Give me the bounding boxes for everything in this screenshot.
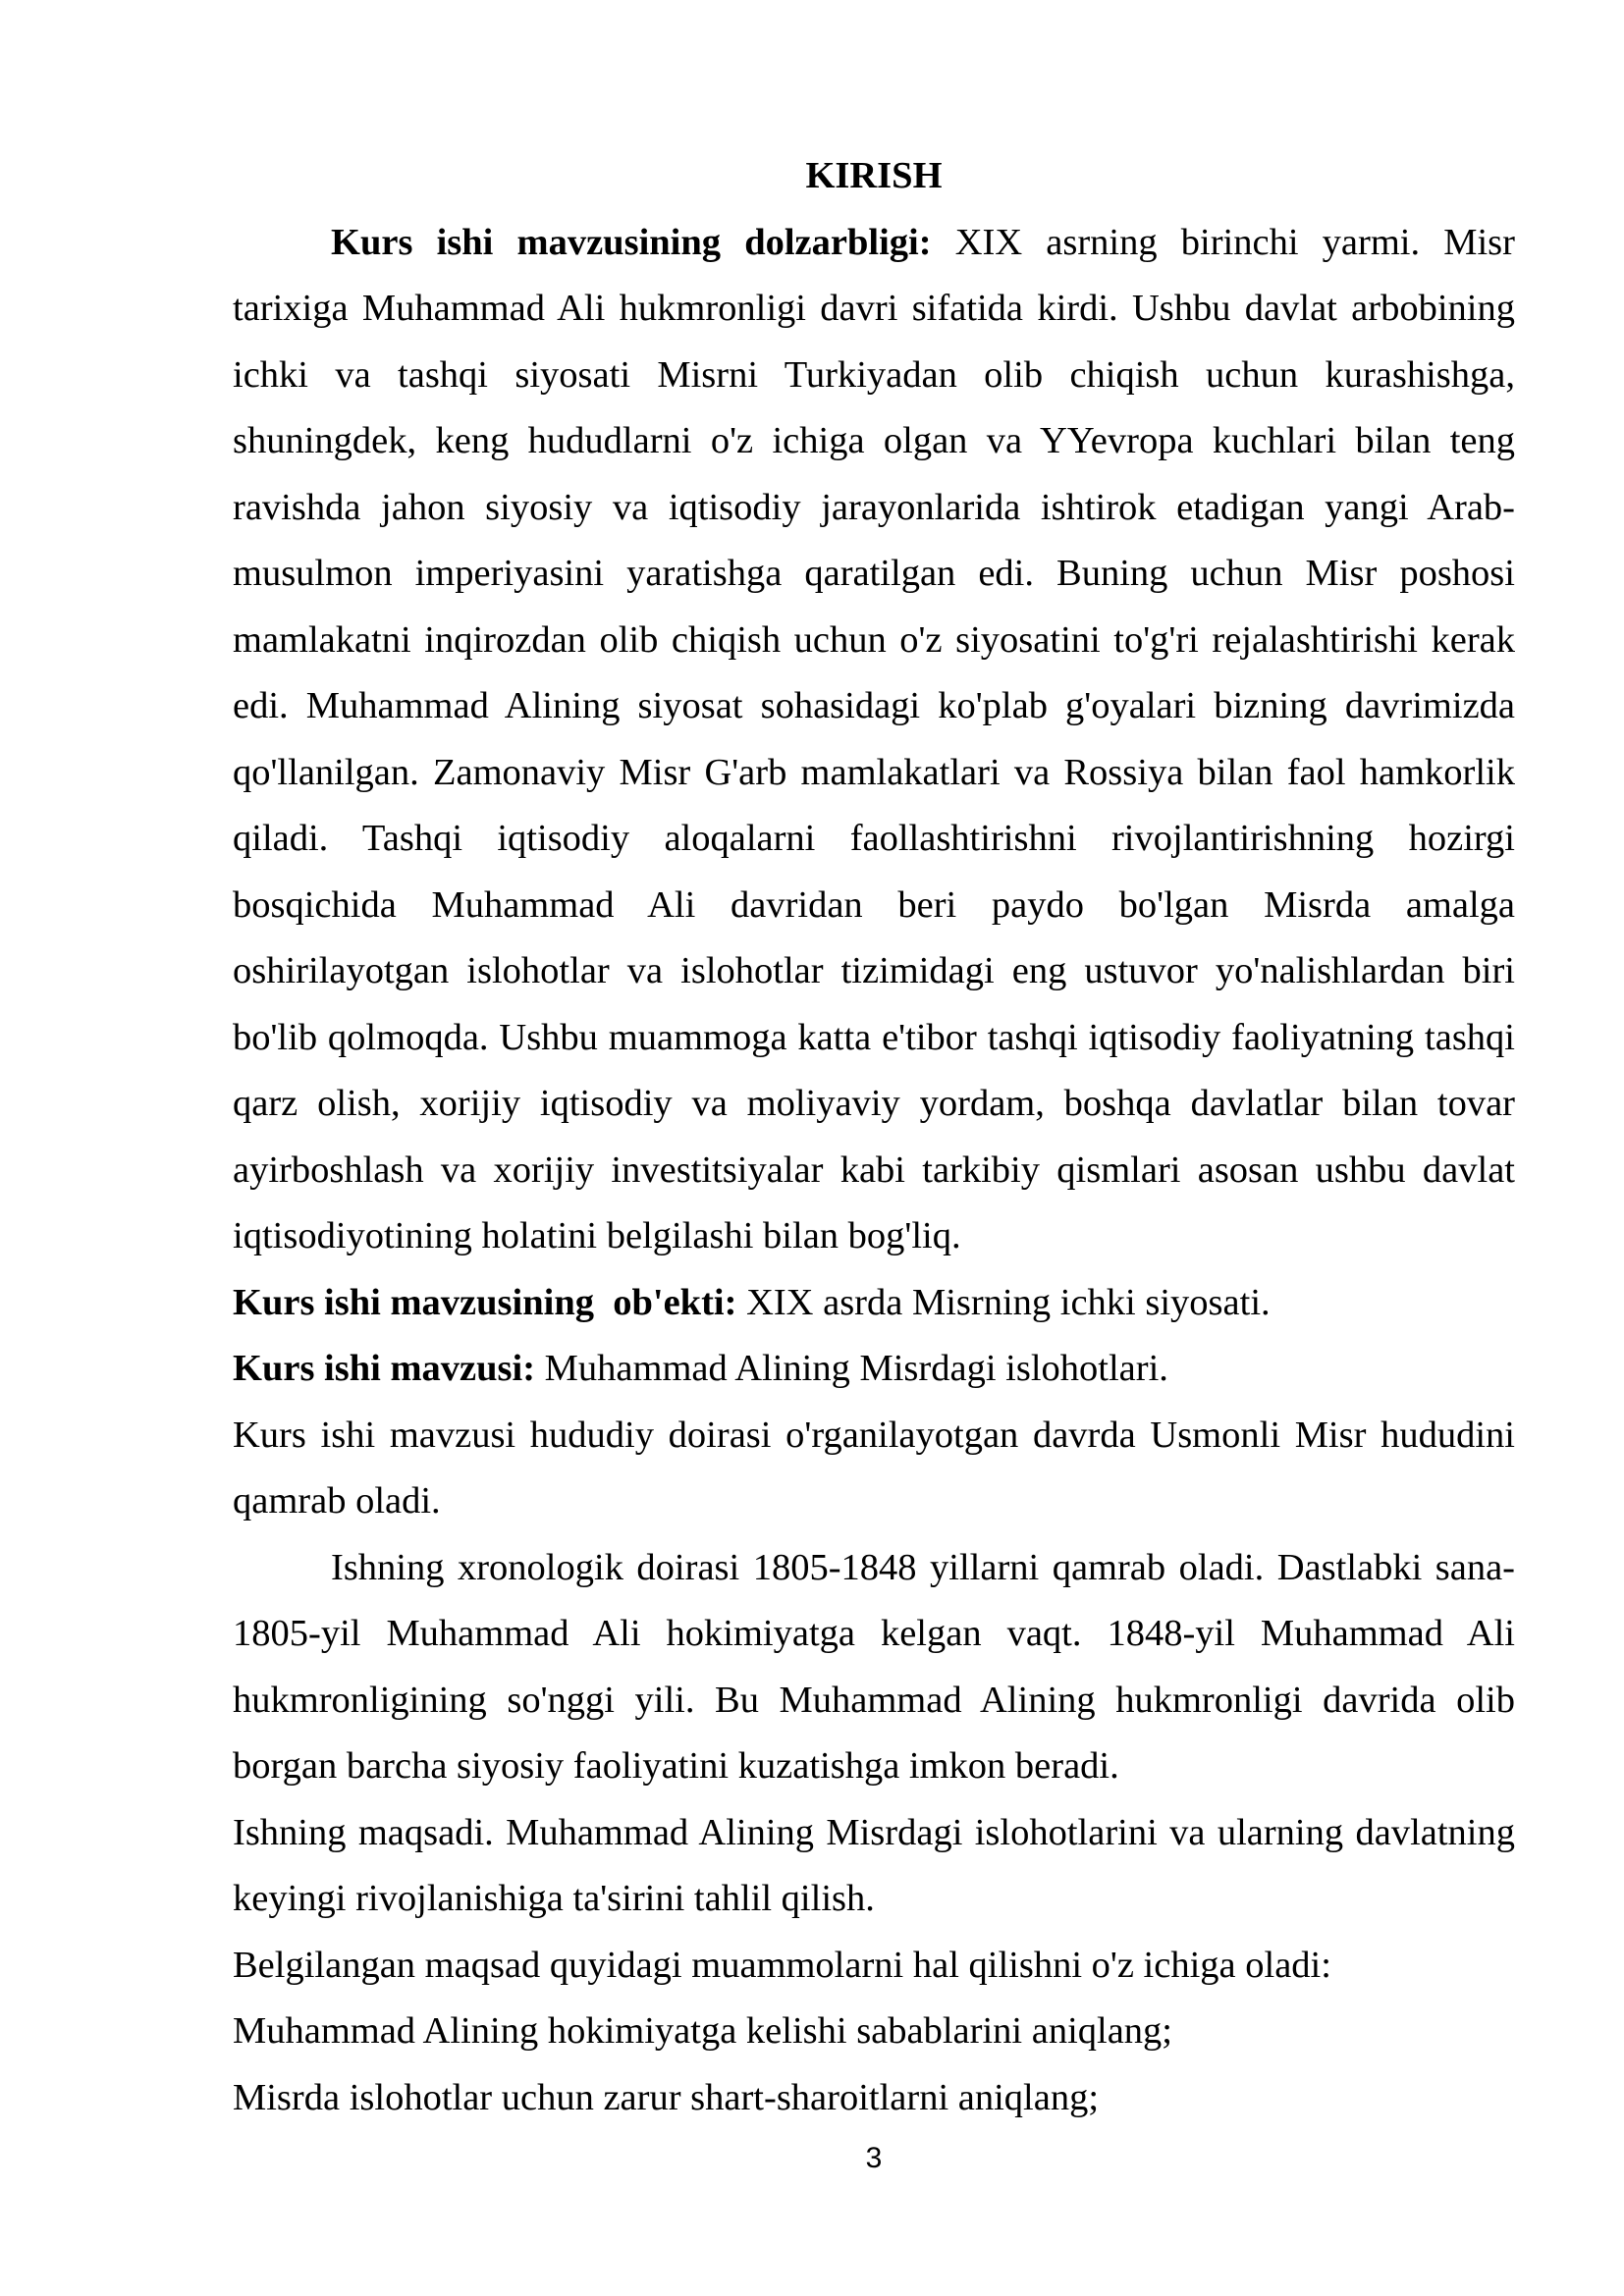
text-line: bosqichida Muhammad Ali davridan beri paydo bo'lgan Misrda amalga bbox=[233, 883, 1515, 926]
task-item: Misrda islohotlar uchun zarur shart-sharoitlarni aniqlang; bbox=[233, 2076, 1100, 2118]
text-line: oshirilayotgan islohotlar va islohotlar tizimidagi eng ustuvor yo'nalishlardan biri bbox=[233, 950, 1515, 991]
text-line: bo'lib qolmoqda. Ushbu muammoga katta e'tibor tashqi iqtisodiy faoliyatning tashqi bbox=[233, 1016, 1515, 1058]
chronology-line: borgan barcha siyosiy faoliyatini kuzatishga imkon beradi. bbox=[233, 1745, 1119, 1787]
text-line: tarixiga Muhammad Ali hukmronligi davri sifatida kirdi. Ushbu davlat arbobining bbox=[233, 288, 1515, 329]
text-line: edi. Muhammad Alining siyosat sohasidagi ko'plab g'oyalari bizning davrimizda bbox=[233, 685, 1515, 726]
page-heading: KIRISH bbox=[805, 155, 943, 196]
scope-line: qamrab oladi. bbox=[233, 1480, 441, 1522]
text-line: iqtisodiyotining holatini belgilashi bilan bog'liq. bbox=[233, 1215, 961, 1256]
object-text: XIX asrda Misrning ichki siyosati. bbox=[746, 1281, 1271, 1323]
relevance-text: XIX asrning birinchi yarmi. Misr bbox=[954, 221, 1515, 263]
text-line: mamlakatni inqirozdan olib chiqish uchun o'z siyosatini to'g'ri rejalashtirishi kerak bbox=[233, 618, 1515, 661]
text-line: ravishda jahon siyosiy va iqtisodiy jarayonlarida ishtirok etadigan yangi Arab- bbox=[233, 486, 1515, 528]
chronology-line: 1805-yil Muhammad Ali hokimiyatga kelgan vaqt. 1848-yil Muhammad Ali bbox=[233, 1613, 1515, 1654]
relevance-label: Kurs ishi mavzusining dolzarbligi: bbox=[331, 221, 932, 263]
text-line: ichki va tashqi siyosati Misrni Turkiyadan olib chiqish uchun kurashishga, bbox=[233, 353, 1515, 396]
scope-line: Kurs ishi mavzusi hududiy doirasi o'rganilayotgan davrda Usmonli Misr hududini bbox=[233, 1414, 1515, 1456]
relevance-line bbox=[233, 210, 1515, 277]
tasks-intro: Belgilangan maqsad quyidagi muammolarni hal qilishni o'z ichiga oladi: bbox=[233, 1944, 1331, 1986]
text-line: ayirboshlash va xorijiy investitsiyalar kabi tarkibiy qismlari asosan ushbu davlat bbox=[233, 1148, 1515, 1191]
text-line: qiladi. Tashqi iqtisodiy aloqalarni faollashtirishni rivojlantirishning hozirgi bbox=[233, 818, 1515, 859]
page-body bbox=[233, 143, 1515, 2131]
task-item: Muhammad Alining hokimiyatga kelishi sabablarini aniqlang; bbox=[233, 2010, 1172, 2052]
object-line bbox=[233, 1270, 1515, 1337]
text-line: qarz olish, xorijiy iqtisodiy va moliyaviy yordam, boshqa davlatlar bilan tovar bbox=[233, 1083, 1515, 1124]
text-line: musulmon imperiyasini yaratishga qaratilgan edi. Buning uchun Misr poshosi bbox=[233, 553, 1515, 594]
subject-line bbox=[233, 1336, 1515, 1403]
text-line: qo'llanilgan. Zamonaviy Misr G'arb mamlakatlari va Rossiya bilan faol hamkorlik bbox=[233, 751, 1515, 793]
chronology-line: hukmronligining so'nggi yili. Bu Muhammad Alining hukmronligi davrida olib bbox=[233, 1679, 1515, 1721]
subject-text: Muhammad Alining Misrdagi islohotlari. bbox=[544, 1348, 1168, 1389]
subject-label: Kurs ishi mavzusi: bbox=[233, 1348, 536, 1389]
page-number: 3 bbox=[865, 2142, 883, 2174]
chronology-line: Ishning xronologik doirasi 1805-1848 yillarni qamrab oladi. Dastlabki sana- bbox=[331, 1546, 1515, 1588]
goal-line: Ishning maqsadi. Muhammad Alining Misrdagi islohotlarini va ularning davlatning bbox=[233, 1811, 1515, 1853]
object-label: Kurs ishi mavzusining ob'ekti: bbox=[233, 1281, 737, 1323]
text-line: shuningdek, keng hududlarni o'z ichiga olgan va YYevropa kuchlari bilan teng bbox=[233, 420, 1515, 461]
goal-line: keyingi rivojlanishiga ta'sirini tahlil qilish. bbox=[233, 1878, 875, 1919]
